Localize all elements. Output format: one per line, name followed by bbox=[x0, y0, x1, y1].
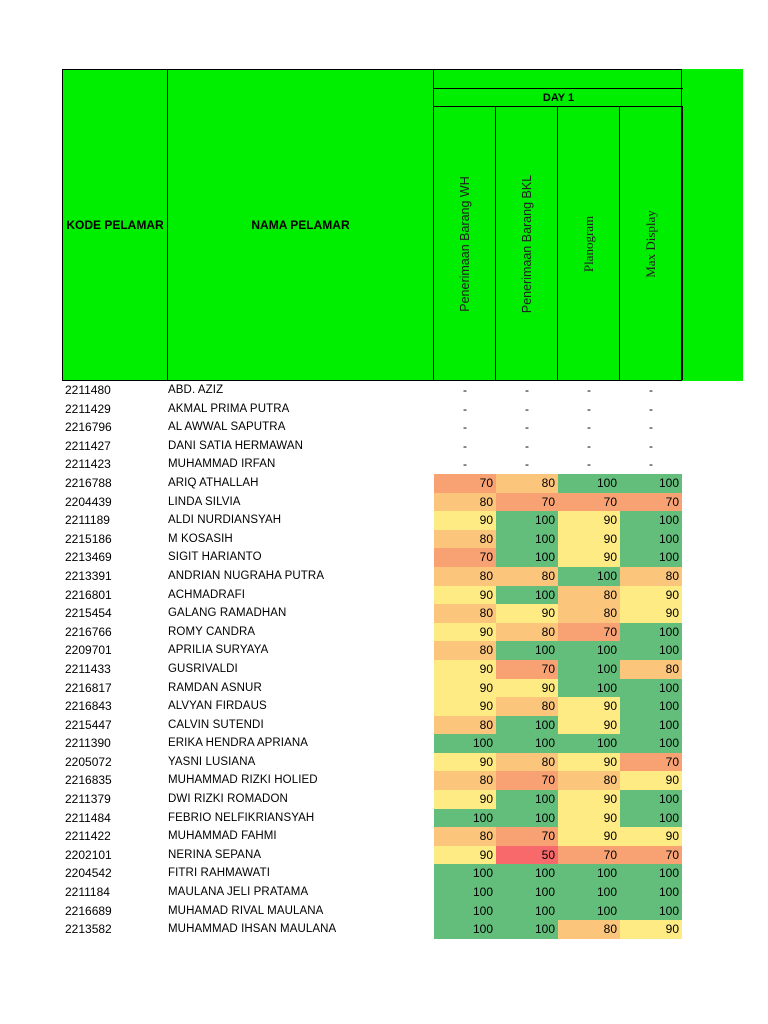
table-row bbox=[62, 902, 682, 921]
cell-score[interactable]: 80 bbox=[434, 641, 496, 660]
cell-nama[interactable]: MAULANA JELI PRATAMA bbox=[168, 886, 309, 899]
cell-score[interactable]: 90 bbox=[620, 920, 682, 939]
cell-kode[interactable]: 2215454 bbox=[65, 606, 112, 621]
cell-score[interactable]: 90 bbox=[558, 809, 620, 828]
header-green-extension bbox=[682, 69, 743, 381]
table-row bbox=[62, 883, 682, 902]
cell-nama[interactable]: CALVIN SUTENDI bbox=[168, 718, 264, 731]
table-row bbox=[62, 530, 682, 549]
cell-kode[interactable]: 2216801 bbox=[65, 587, 112, 602]
cell-score[interactable]: 100 bbox=[434, 734, 496, 753]
table-row bbox=[62, 455, 682, 474]
table-row bbox=[62, 437, 682, 456]
cell-nama[interactable]: ERIKA HENDRA APRIANA bbox=[168, 737, 309, 750]
table-row bbox=[62, 604, 682, 623]
table-row bbox=[62, 753, 682, 772]
cell-score[interactable]: 70 bbox=[496, 660, 558, 679]
cell-score[interactable]: 100 bbox=[496, 511, 558, 530]
cell-kode[interactable]: 2211429 bbox=[65, 401, 111, 416]
cell-kode[interactable]: 2211427 bbox=[65, 438, 111, 453]
cell-score[interactable]: 100 bbox=[620, 623, 682, 642]
cell-score[interactable]: 80 bbox=[496, 567, 558, 586]
cell-score[interactable]: 70 bbox=[434, 548, 496, 567]
cell-nama[interactable]: DWI RIZKI ROMADON bbox=[168, 793, 288, 806]
cell-nama[interactable]: MUHAMMAD FAHMI bbox=[168, 830, 277, 843]
cell-nama[interactable]: GALANG RAMADHAN bbox=[168, 607, 287, 620]
cell-score[interactable]: 90 bbox=[434, 790, 496, 809]
cell-score[interactable]: 90 bbox=[558, 753, 620, 772]
cell-nama[interactable]: ANDRIAN NUGRAHA PUTRA bbox=[168, 569, 325, 582]
cell-score[interactable]: 100 bbox=[620, 474, 682, 493]
cell-score[interactable]: 100 bbox=[496, 883, 558, 902]
cell-score[interactable]: 100 bbox=[620, 902, 682, 921]
cell-nama[interactable]: ALDI NURDIANSYAH bbox=[168, 514, 282, 527]
table-row bbox=[62, 623, 682, 642]
cell-score[interactable]: 100 bbox=[434, 920, 496, 939]
cell-nama[interactable]: NERINA SEPANA bbox=[168, 848, 262, 861]
cell-kode[interactable]: 2216817 bbox=[65, 680, 112, 695]
cell-score[interactable]: 100 bbox=[620, 809, 682, 828]
table-row bbox=[62, 400, 682, 419]
header-criterion-bkl[interactable]: Penerimaan Barang BKL bbox=[496, 107, 558, 380]
cell-score[interactable]: 90 bbox=[434, 511, 496, 530]
cell-score[interactable]: - bbox=[525, 401, 529, 416]
header-criterion-wh[interactable]: Penerimaan Barang WH bbox=[434, 107, 496, 380]
cell-score[interactable]: 100 bbox=[496, 902, 558, 921]
cell-score[interactable]: 90 bbox=[558, 827, 620, 846]
table-row bbox=[62, 716, 682, 735]
cell-score[interactable]: 100 bbox=[496, 809, 558, 828]
cell-score[interactable]: 100 bbox=[558, 902, 620, 921]
cell-score[interactable]: 100 bbox=[620, 697, 682, 716]
cell-score[interactable]: 90 bbox=[558, 530, 620, 549]
cell-score[interactable]: - bbox=[463, 401, 467, 416]
cell-score[interactable]: - bbox=[525, 420, 529, 435]
cell-kode[interactable]: 2211433 bbox=[65, 661, 111, 676]
cell-score[interactable]: 100 bbox=[496, 920, 558, 939]
cell-nama[interactable]: YASNI LUSIANA bbox=[168, 755, 256, 768]
cell-score[interactable]: 100 bbox=[620, 679, 682, 698]
cell-kode[interactable]: 2215447 bbox=[65, 717, 112, 732]
cell-score[interactable]: 100 bbox=[620, 716, 682, 735]
cell-nama[interactable]: FITRI RAHMAWATI bbox=[168, 867, 271, 880]
table-row bbox=[62, 586, 682, 605]
cell-score[interactable]: 100 bbox=[434, 809, 496, 828]
header-criterion-max-display[interactable]: Max Display bbox=[620, 107, 683, 380]
cell-score[interactable]: 100 bbox=[620, 790, 682, 809]
table-row bbox=[62, 493, 682, 512]
cell-score[interactable]: 90 bbox=[558, 511, 620, 530]
table-row bbox=[62, 641, 682, 660]
cell-score[interactable]: 80 bbox=[496, 753, 558, 772]
cell-score[interactable]: 80 bbox=[558, 604, 620, 623]
table-row bbox=[62, 511, 682, 530]
cell-nama[interactable]: MUHAMMAD IHSAN MAULANA bbox=[168, 923, 337, 936]
cell-score[interactable]: 80 bbox=[434, 530, 496, 549]
cell-score[interactable]: 70 bbox=[496, 827, 558, 846]
cell-nama[interactable]: GUSRIVALDI bbox=[168, 662, 238, 675]
cell-score[interactable]: - bbox=[649, 457, 653, 472]
cell-score[interactable]: 100 bbox=[434, 864, 496, 883]
table-body bbox=[62, 381, 682, 939]
cell-nama[interactable]: ROMY CANDRA bbox=[168, 625, 256, 638]
cell-score[interactable]: 100 bbox=[558, 734, 620, 753]
cell-score[interactable]: - bbox=[587, 383, 591, 397]
cell-score[interactable]: 100 bbox=[496, 864, 558, 883]
cell-kode[interactable]: 2216788 bbox=[65, 475, 112, 490]
cell-nama[interactable]: DANI SATIA HERMAWAN bbox=[168, 439, 304, 452]
cell-nama[interactable]: SIGIT HARIANTO bbox=[168, 551, 262, 564]
table-row bbox=[62, 474, 682, 493]
cell-score[interactable]: 100 bbox=[558, 641, 620, 660]
cell-score[interactable]: 80 bbox=[496, 623, 558, 642]
cell-score[interactable]: 80 bbox=[434, 604, 496, 623]
cell-score[interactable]: - bbox=[525, 383, 529, 397]
cell-score[interactable]: 90 bbox=[434, 586, 496, 605]
cell-score[interactable]: - bbox=[587, 420, 591, 435]
cell-score[interactable]: 70 bbox=[496, 771, 558, 790]
cell-kode[interactable]: 2216843 bbox=[65, 699, 112, 714]
cell-score[interactable]: 90 bbox=[620, 771, 682, 790]
cell-kode[interactable]: 2202101 bbox=[65, 847, 112, 862]
table-row bbox=[62, 548, 682, 567]
cell-kode[interactable]: 2213582 bbox=[65, 922, 112, 937]
table-header bbox=[62, 69, 682, 381]
cell-score[interactable]: 90 bbox=[558, 697, 620, 716]
cell-score[interactable]: - bbox=[463, 383, 467, 397]
cell-nama[interactable]: AL AWWAL SAPUTRA bbox=[168, 421, 286, 434]
cell-score[interactable]: 90 bbox=[434, 846, 496, 865]
cell-score[interactable]: 100 bbox=[496, 734, 558, 753]
table-row bbox=[62, 827, 682, 846]
cell-score[interactable]: - bbox=[649, 420, 653, 435]
table-row bbox=[62, 864, 682, 883]
cell-score[interactable]: 80 bbox=[434, 493, 496, 512]
table-row bbox=[62, 660, 682, 679]
cell-score[interactable]: 80 bbox=[434, 827, 496, 846]
cell-score[interactable]: 90 bbox=[434, 679, 496, 698]
header-kode-pelamar[interactable]: KODE PELAMAR bbox=[63, 70, 168, 380]
cell-kode[interactable]: 2211189 bbox=[65, 513, 110, 528]
table-row bbox=[62, 567, 682, 586]
table-row bbox=[62, 734, 682, 753]
table-row bbox=[62, 790, 682, 809]
cell-score[interactable]: 70 bbox=[434, 474, 496, 493]
cell-score[interactable]: 100 bbox=[496, 790, 558, 809]
cell-score[interactable]: - bbox=[463, 420, 467, 435]
table-row bbox=[62, 771, 682, 790]
table-row bbox=[62, 920, 682, 939]
header-nama-pelamar[interactable]: NAMA PELAMAR bbox=[168, 70, 434, 380]
cell-score[interactable]: 100 bbox=[434, 902, 496, 921]
cell-kode[interactable]: 2216796 bbox=[65, 420, 112, 435]
table-row bbox=[62, 679, 682, 698]
cell-score[interactable]: - bbox=[649, 438, 653, 453]
cell-nama[interactable]: ABD. AZIZ bbox=[168, 384, 224, 396]
cell-score[interactable]: 100 bbox=[620, 734, 682, 753]
cell-score[interactable]: 100 bbox=[620, 641, 682, 660]
cell-score[interactable]: 70 bbox=[558, 493, 620, 512]
cell-score[interactable]: 50 bbox=[496, 846, 558, 865]
cell-kode[interactable]: 2216689 bbox=[65, 903, 112, 918]
cell-score[interactable]: - bbox=[587, 457, 591, 472]
cell-score[interactable]: 80 bbox=[434, 716, 496, 735]
table-row bbox=[62, 418, 682, 437]
cell-score[interactable]: 70 bbox=[558, 846, 620, 865]
cell-nama[interactable]: LINDA SILVIA bbox=[168, 495, 241, 508]
cell-score[interactable]: - bbox=[587, 438, 591, 453]
cell-score[interactable]: 100 bbox=[558, 474, 620, 493]
cell-score[interactable]: 100 bbox=[434, 883, 496, 902]
cell-kode[interactable]: 2209701 bbox=[65, 643, 112, 658]
table-row bbox=[62, 381, 682, 400]
cell-score[interactable]: 70 bbox=[620, 493, 682, 512]
cell-score[interactable]: 70 bbox=[558, 623, 620, 642]
cell-nama[interactable]: AKMAL PRIMA PUTRA bbox=[168, 402, 290, 415]
cell-score[interactable]: 100 bbox=[620, 548, 682, 567]
cell-score[interactable]: 80 bbox=[558, 586, 620, 605]
cell-score[interactable]: 100 bbox=[620, 530, 682, 549]
cell-score[interactable]: 90 bbox=[558, 790, 620, 809]
cell-score[interactable]: 80 bbox=[496, 474, 558, 493]
cell-nama[interactable]: MUHAMAD RIVAL MAULANA bbox=[168, 904, 324, 917]
cell-score[interactable]: 90 bbox=[434, 697, 496, 716]
cell-score[interactable]: 100 bbox=[620, 864, 682, 883]
cell-nama[interactable]: RAMDAN ASNUR bbox=[168, 681, 262, 694]
header-criterion-planogram[interactable]: Planogram bbox=[558, 107, 620, 380]
table-row bbox=[62, 697, 682, 716]
cell-score[interactable]: 70 bbox=[620, 753, 682, 772]
cell-kode[interactable]: 2216835 bbox=[65, 773, 112, 788]
cell-score[interactable]: 80 bbox=[434, 567, 496, 586]
cell-score[interactable]: 80 bbox=[620, 567, 682, 586]
cell-kode[interactable]: 2211184 bbox=[65, 885, 110, 900]
cell-score[interactable]: 80 bbox=[496, 697, 558, 716]
cell-score[interactable]: 100 bbox=[558, 883, 620, 902]
cell-score[interactable]: 100 bbox=[496, 716, 558, 735]
cell-score[interactable]: - bbox=[463, 438, 467, 453]
cell-score[interactable]: - bbox=[525, 438, 529, 453]
header-day-1[interactable]: DAY 1 bbox=[434, 88, 683, 107]
cell-score[interactable]: 100 bbox=[496, 586, 558, 605]
cell-score[interactable]: 100 bbox=[620, 883, 682, 902]
cell-nama[interactable]: MUHAMMAD IRFAN bbox=[168, 458, 276, 471]
cell-nama[interactable]: APRILIA SURYAYA bbox=[168, 644, 269, 657]
cell-score[interactable]: 90 bbox=[620, 604, 682, 623]
cell-kode[interactable]: 2213469 bbox=[65, 550, 112, 565]
table-row bbox=[62, 809, 682, 828]
cell-nama[interactable]: ACHMADRAFI bbox=[168, 588, 246, 601]
cell-score[interactable]: 90 bbox=[434, 753, 496, 772]
cell-nama[interactable]: MUHAMMAD RIZKI HOLIED bbox=[168, 774, 318, 787]
cell-nama[interactable]: M KOSASIH bbox=[168, 532, 233, 545]
cell-kode[interactable]: 2205072 bbox=[65, 754, 112, 769]
cell-score[interactable]: - bbox=[525, 457, 529, 472]
cell-kode[interactable]: 2204542 bbox=[65, 866, 112, 881]
cell-kode[interactable]: 2211422 bbox=[65, 829, 111, 844]
cell-kode[interactable]: 2211480 bbox=[65, 383, 111, 397]
cell-score[interactable]: 100 bbox=[496, 530, 558, 549]
cell-score[interactable]: 100 bbox=[558, 679, 620, 698]
cell-kode[interactable]: 2211423 bbox=[65, 457, 111, 472]
cell-kode[interactable]: 2211484 bbox=[65, 810, 111, 825]
cell-score[interactable]: 90 bbox=[434, 660, 496, 679]
cell-score[interactable]: 100 bbox=[496, 641, 558, 660]
cell-kode[interactable]: 2211390 bbox=[65, 736, 111, 751]
cell-score[interactable]: 80 bbox=[558, 771, 620, 790]
cell-score[interactable]: 80 bbox=[620, 660, 682, 679]
cell-kode[interactable]: 2213391 bbox=[65, 568, 112, 583]
cell-score[interactable]: 90 bbox=[434, 623, 496, 642]
cell-nama[interactable]: FEBRIO NELFIKRIANSYAH bbox=[168, 811, 315, 824]
cell-kode[interactable]: 2216766 bbox=[65, 624, 112, 639]
cell-kode[interactable]: 2204439 bbox=[65, 494, 112, 509]
cell-score[interactable]: 80 bbox=[434, 771, 496, 790]
header-criteria bbox=[434, 107, 683, 380]
cell-score[interactable]: 70 bbox=[496, 493, 558, 512]
cell-score[interactable]: - bbox=[587, 401, 591, 416]
cell-score[interactable]: 90 bbox=[620, 827, 682, 846]
cell-score[interactable]: 90 bbox=[620, 586, 682, 605]
cell-score[interactable]: 100 bbox=[558, 567, 620, 586]
cell-score[interactable]: 100 bbox=[558, 660, 620, 679]
cell-score[interactable]: 80 bbox=[558, 920, 620, 939]
cell-score[interactable]: - bbox=[649, 383, 653, 397]
cell-score[interactable]: 100 bbox=[496, 548, 558, 567]
cell-score[interactable]: - bbox=[463, 457, 467, 472]
cell-kode[interactable]: 2215186 bbox=[65, 531, 112, 546]
cell-score[interactable]: 90 bbox=[496, 604, 558, 623]
cell-score[interactable]: 70 bbox=[620, 846, 682, 865]
cell-score[interactable]: 100 bbox=[558, 864, 620, 883]
cell-nama[interactable]: ALVYAN FIRDAUS bbox=[168, 700, 267, 713]
cell-score[interactable]: 90 bbox=[558, 716, 620, 735]
cell-score[interactable]: 90 bbox=[558, 548, 620, 567]
cell-kode[interactable]: 2211379 bbox=[65, 792, 111, 807]
cell-score[interactable]: 100 bbox=[620, 511, 682, 530]
table-row bbox=[62, 846, 682, 865]
cell-score[interactable]: - bbox=[649, 401, 653, 416]
cell-nama[interactable]: ARIQ ATHALLAH bbox=[168, 476, 259, 489]
cell-score[interactable]: 90 bbox=[496, 679, 558, 698]
